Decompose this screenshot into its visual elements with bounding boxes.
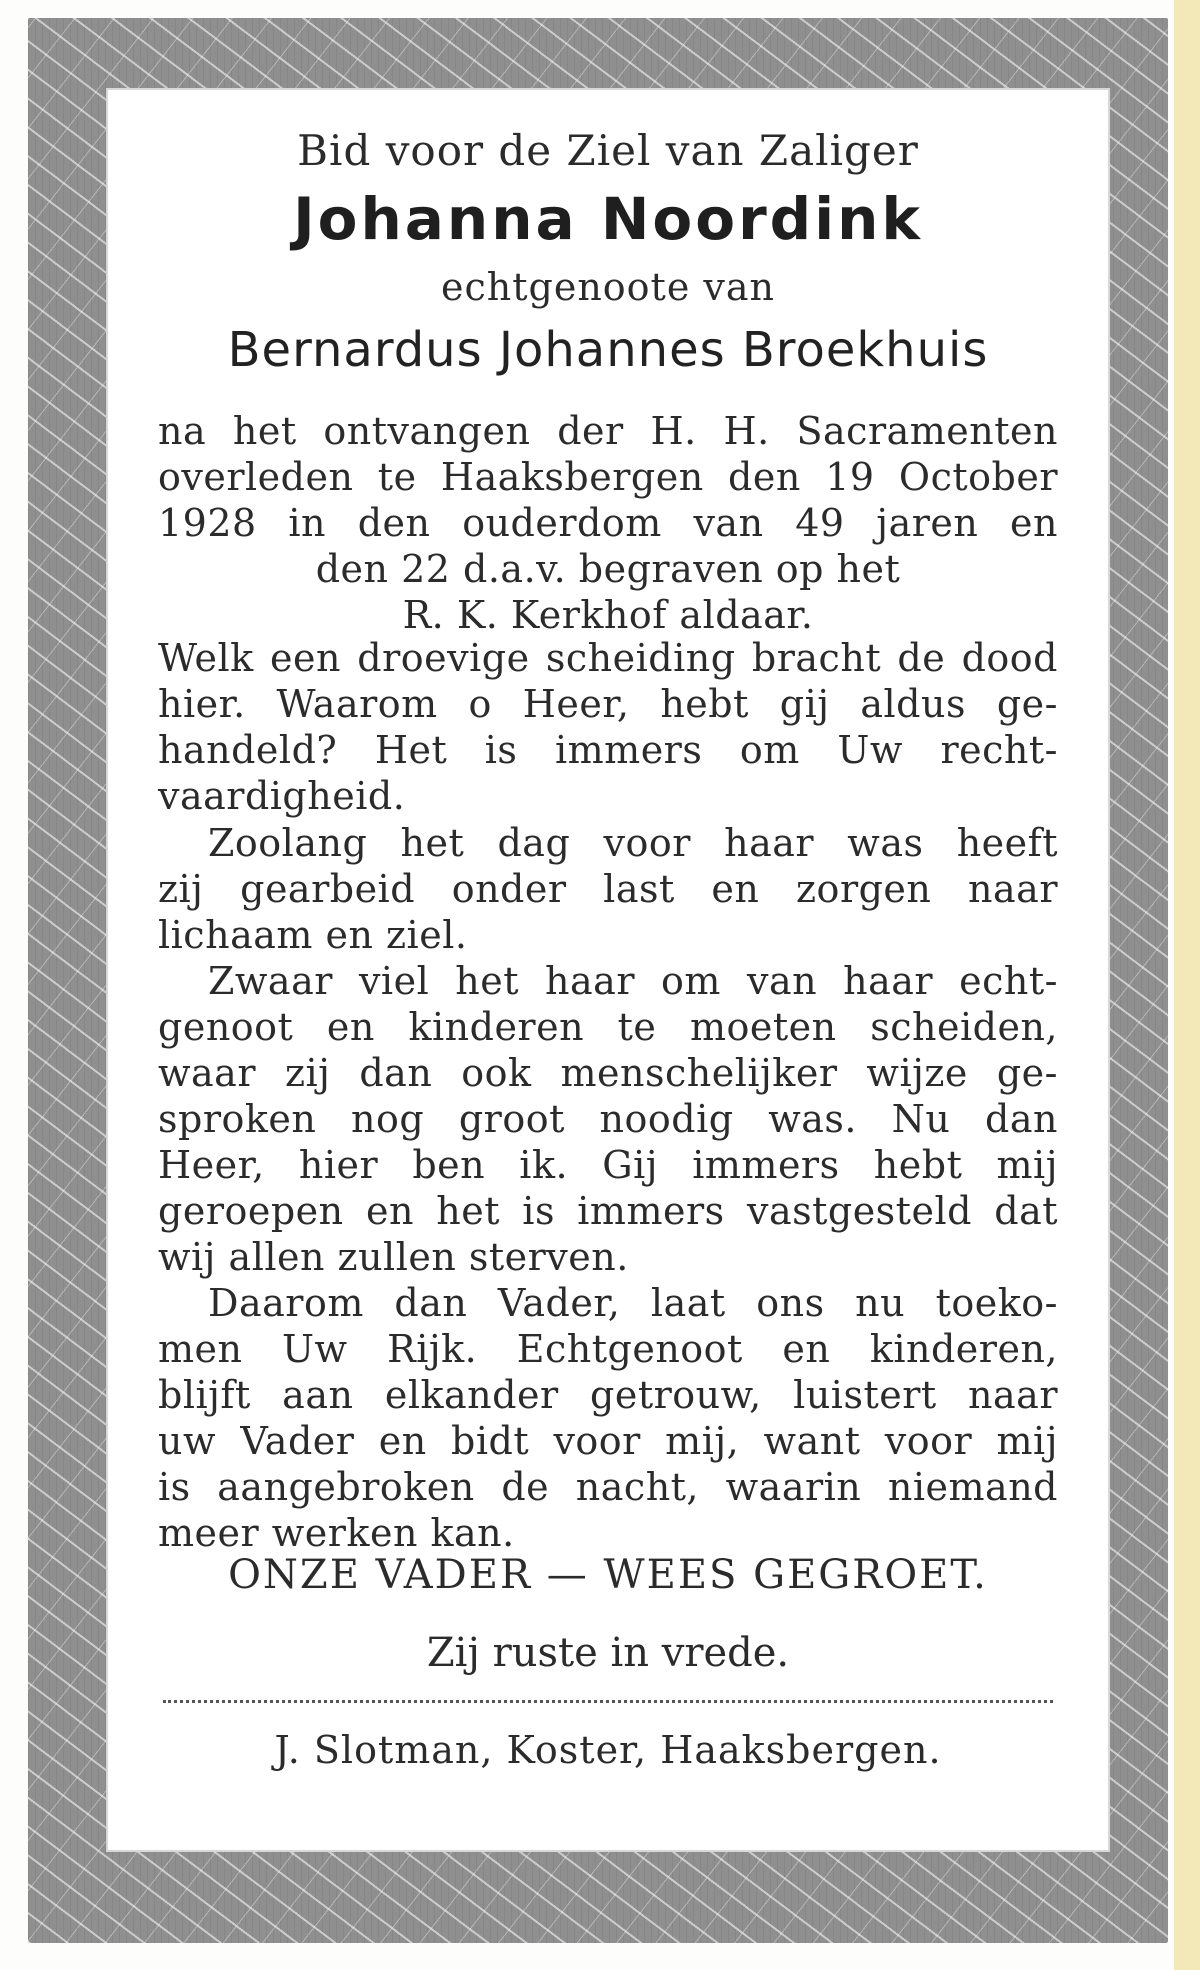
details-line: overleden te Haaksbergen den 19 October [158, 455, 1058, 499]
paragraph-line: sproken nog groot noodig was. Nu dan [158, 1097, 1058, 1141]
paragraph-1 [158, 635, 1058, 819]
rest-in-peace-line: Zij ruste in vrede. [426, 1630, 790, 1676]
paragraph-line: waar zij dan ook menschelijker wijze ge- [158, 1051, 1058, 1095]
paragraph-line: blijft aan elkander getrouw, luistert naar [158, 1373, 1058, 1417]
paragraph-line: Zoolang het dag voor haar was heeft [208, 821, 1058, 865]
paragraph-line: uw Vader en bidt voor mij, want voor mij [158, 1419, 1058, 1463]
paragraph-line: Daarom dan Vader, laat ons nu toeko- [208, 1281, 1058, 1325]
dotted-divider [163, 1700, 1053, 1703]
paragraph-line: vaardigheid. [158, 774, 406, 818]
details-line: den 22 d.a.v. begraven op het [315, 547, 901, 591]
paragraph-line: wij allen zullen sterven. [158, 1235, 629, 1279]
intro-line: Bid voor de Ziel van Zaliger [297, 126, 919, 175]
paragraph-line: geroepen en het is immers vastgesteld dat [158, 1189, 1058, 1233]
card-paper [108, 90, 1108, 1850]
details-line: R. K. Kerkhof aldaar. [402, 593, 814, 637]
paragraph-line: Heer, hier ben ik. Gij immers hebt mij [158, 1143, 1058, 1187]
paragraph-2 [158, 820, 1058, 958]
paragraph-line: is aangebroken de nacht, waarin niemand [158, 1465, 1058, 1509]
paragraph-line: Welk een droevige scheiding bracht de dood [158, 636, 1058, 680]
paragraph-line: meer werken kan. [158, 1511, 515, 1555]
paragraph-line: men Uw Rijk. Echtgenoot en kinderen, [158, 1327, 1058, 1371]
paragraph-line: zij gearbeid onder last en zorgen naar [158, 867, 1058, 911]
details-line: na het ontvangen der H. H. Sacramenten [158, 409, 1058, 453]
spouse-name: Bernardus Johannes Broekhuis [227, 322, 989, 378]
printer-credit: J. Slotman, Koster, Haaksbergen. [274, 1728, 942, 1772]
paragraph-line: Zwaar viel het haar om van haar echt- [208, 959, 1058, 1003]
paragraph-line: handeld? Het is immers om Uw recht- [158, 728, 1058, 772]
relation-line: echtgenoote van [441, 265, 775, 309]
prayer-line: ONZE VADER — WEES GEGROET. [228, 1552, 988, 1598]
details-block [158, 408, 1058, 638]
paragraph-line: hier. Waarom o Heer, hebt gij aldus ge- [158, 682, 1058, 726]
scan-background-edge [1174, 0, 1200, 1970]
paragraph-3 [158, 958, 1058, 1280]
paragraph-4 [158, 1280, 1058, 1556]
deceased-name: Johanna Noordink [293, 185, 923, 253]
paragraph-line: lichaam en ziel. [158, 913, 468, 957]
paragraph-line: genoot en kinderen te moeten scheiden, [158, 1005, 1058, 1049]
details-line: 1928 in den ouderdom van 49 jaren en [158, 501, 1058, 545]
